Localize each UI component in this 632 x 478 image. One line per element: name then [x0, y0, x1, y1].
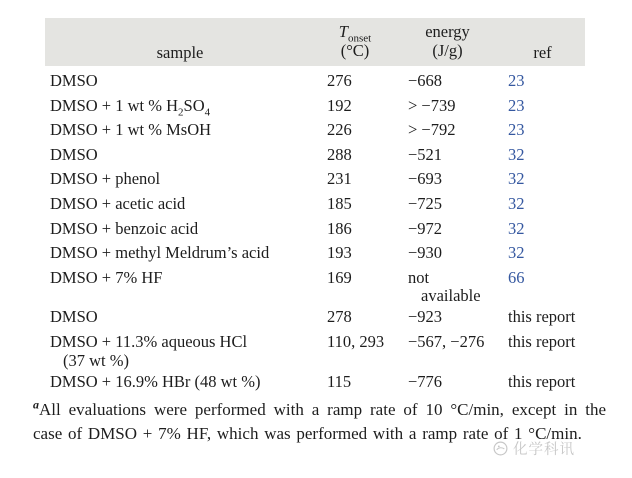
- cell-ref: this report: [508, 307, 576, 327]
- cell-ref: this report: [508, 371, 576, 391]
- cell-tonset: 276: [327, 71, 352, 90]
- cell-tonset: 185: [327, 193, 352, 213]
- cell-tonset: 193: [327, 243, 352, 263]
- table-row: [45, 370, 585, 395]
- cell-tonset: 115: [327, 371, 352, 391]
- cell-energy: −693: [408, 169, 443, 189]
- header-row: [45, 18, 585, 66]
- column-header-sample: sample: [45, 18, 315, 66]
- table-row: [45, 305, 585, 330]
- cell-tonset: 278: [327, 307, 352, 327]
- table-row: [45, 217, 585, 242]
- table-row: [45, 330, 585, 370]
- cell-energy: −972: [408, 218, 443, 238]
- table-row: [45, 266, 585, 306]
- cell-sample: DMSO + methyl Meldrum’s acid: [50, 243, 270, 263]
- cell-tonset: 192: [327, 95, 352, 115]
- cell-sample: DMSO: [50, 144, 98, 164]
- table-row: [45, 192, 585, 217]
- column-header-ref: ref: [500, 18, 585, 66]
- watermark-logo-icon: [492, 440, 509, 457]
- cell-tonset: 186: [327, 218, 352, 238]
- tonset-subscript: onset: [347, 32, 372, 45]
- cell-ref: this report: [508, 331, 576, 351]
- cell-sample: DMSO + 7% HF: [50, 267, 163, 287]
- cell-sample: DMSO + 1 wt % MsOH: [50, 120, 212, 140]
- ref-link[interactable]: 32: [508, 193, 525, 213]
- cell-energy: −725: [408, 193, 443, 213]
- column-header-tonset: [315, 18, 395, 66]
- cell-energy: > −739: [408, 95, 456, 115]
- ref-link[interactable]: 23: [508, 120, 525, 140]
- cell-energy: −923: [408, 307, 443, 327]
- ref-link[interactable]: 23: [508, 95, 525, 115]
- thermal-stability-table-wrap: [45, 18, 585, 394]
- cell-sample: DMSO + benzoic acid: [50, 218, 199, 238]
- cell-energy: −567, −276: [408, 331, 485, 351]
- cell-sample: DMSO + 11.3% aqueous HCl (37 wt %): [45, 330, 315, 370]
- ref-link[interactable]: 32: [508, 218, 525, 238]
- watermark-text: 化学科讯: [513, 442, 575, 458]
- cell-energy: −668: [408, 71, 443, 90]
- cell-energy: not available: [395, 266, 500, 306]
- table-row: [45, 94, 585, 119]
- energy-unit: (J/g): [432, 41, 463, 60]
- tonset-unit: (°C): [340, 41, 370, 60]
- watermark: [492, 438, 575, 459]
- cell-energy: > −792: [408, 120, 456, 140]
- tonset-symbol: T: [338, 22, 348, 41]
- table-row: [45, 241, 585, 266]
- cell-tonset: 169: [327, 267, 352, 287]
- table-body: [45, 66, 585, 394]
- ref-link[interactable]: 32: [508, 169, 525, 189]
- cell-sample: DMSO: [50, 71, 98, 90]
- ref-link[interactable]: 23: [508, 71, 525, 90]
- footnote-text: All evaluations were performed with a ramp rate of 10 °C/min, except in the case of DMSO + 7% HF, which was performed with a ramp rate of 1 °C/min.: [33, 400, 606, 444]
- cell-energy: −776: [408, 371, 443, 391]
- cell-tonset: 288: [327, 144, 352, 164]
- table-row: [45, 66, 585, 94]
- energy-label: energy: [425, 22, 470, 41]
- table-row: [45, 143, 585, 168]
- ref-link[interactable]: 66: [508, 267, 525, 287]
- cell-tonset: 226: [327, 120, 352, 140]
- cell-tonset: 231: [327, 169, 352, 189]
- table-header: [45, 18, 585, 66]
- cell-sample: DMSO: [50, 307, 98, 327]
- column-header-energy: [395, 18, 500, 66]
- cell-sample: DMSO + 16.9% HBr (48 wt %): [50, 371, 261, 391]
- thermal-stability-table: [45, 18, 585, 394]
- cell-sample: DMSO + acetic acid: [50, 193, 186, 213]
- table-row: [45, 118, 585, 143]
- footnote-marker: a: [33, 397, 39, 412]
- ref-link[interactable]: 32: [508, 243, 525, 263]
- ref-link[interactable]: 32: [508, 144, 525, 164]
- cell-energy: −521: [408, 144, 443, 164]
- cell-sample: DMSO + 1 wt % $H_2SO_4$: [50, 95, 211, 118]
- cell-sample-line2: (37 wt %): [63, 350, 129, 370]
- cell-tonset: 110, 293: [327, 331, 385, 351]
- cell-sample: DMSO + phenol: [50, 169, 161, 189]
- table-row: [45, 167, 585, 192]
- cell-energy-line2: available: [421, 286, 481, 306]
- cell-energy: −930: [408, 243, 443, 263]
